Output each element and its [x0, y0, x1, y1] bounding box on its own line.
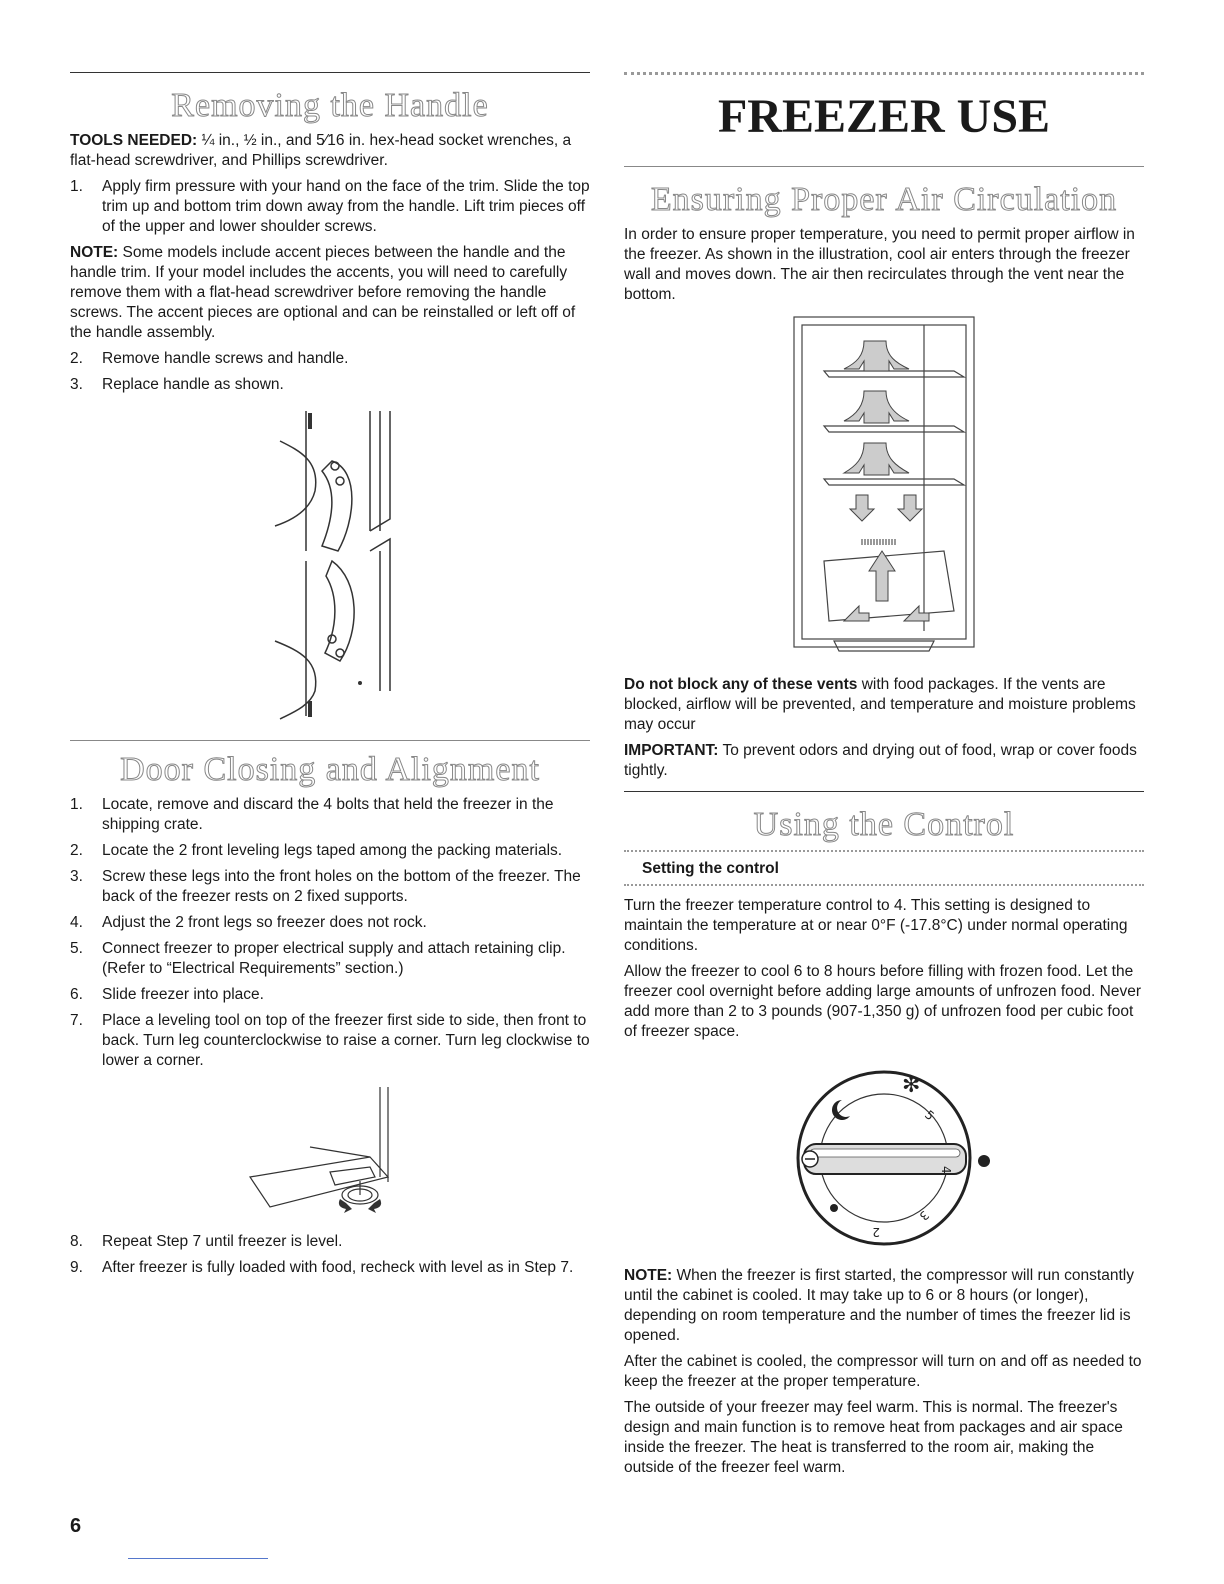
important-text: To prevent odors and drying out of food, wrap or cover foods tightly.	[624, 742, 1137, 779]
list-item: 6. Slide freezer into place.	[70, 986, 264, 1003]
vents-warning	[624, 675, 1144, 735]
tools-label: TOOLS NEEDED:	[70, 132, 198, 149]
handle-illustration	[70, 401, 590, 726]
list-item: 2. Remove handle screws and handle.	[70, 350, 349, 367]
list-item: 8. Repeat Step 7 until freezer is level.	[70, 1233, 343, 1250]
vents-warning-text: with food packages. If the vents are blocked, airflow will be prevented, and temperature and moisture problems may occur	[624, 676, 1136, 733]
left-column	[70, 0, 590, 1284]
list-item: 1. Apply firm pressure with your hand on the face of the trim. Slide the top trim up and bottom trim down away from the handle. Lift trim pieces off of the upper and lower shoulder screws.	[70, 178, 590, 235]
handle-steps	[70, 177, 590, 237]
important-label: IMPORTANT:	[624, 742, 719, 759]
door-closing-title: Door Closing and Alignment	[120, 751, 540, 788]
dial-label-3: 3	[916, 1207, 932, 1224]
list-item: 2. Locate the 2 front leveling legs taped among the packing materials.	[70, 842, 563, 859]
top-rule	[70, 72, 590, 73]
compressor-note-text: When the freezer is first started, the compressor will run constantly until the cabinet is cooled. It may take up to 6 or 8 hours (or longer), depending on room temperature and the number of times the freezer lid is opened.	[624, 1267, 1134, 1344]
list-item: 3. Screw these legs into the front holes on the bottom of the freezer. The back of the freezer rests on 2 fixed supports.	[70, 868, 581, 905]
list-item: 1. Locate, remove and discard the 4 bolts that held the freezer in the shipping crate.	[70, 796, 554, 833]
title-dotted-rule	[624, 72, 1144, 75]
list-item: 9. After freezer is fully loaded with food, recheck with level as in Step 7.	[70, 1259, 574, 1276]
door-steps-2	[70, 1232, 590, 1278]
door-steps	[70, 795, 590, 1071]
removing-handle-title: Removing the Handle	[171, 87, 489, 124]
compressor-note-label: NOTE:	[624, 1267, 673, 1284]
setting-control-subhead: Setting the control	[642, 860, 779, 877]
control-dial-illustration	[624, 1048, 1144, 1258]
control-paragraph-4: The outside of your freezer may feel warm. This is normal. The freezer's design and main function is to remove heat from packages and air space inside the freezer. The heat is transferred to the room air, making the outside of the freezer feel warm.	[624, 1399, 1123, 1476]
tools-text: ¼ in., ½ in., and 5⁄16 in. hex-head socket wrenches, a flat-head screwdriver, and Phillips screwdriver.	[70, 132, 572, 169]
page-number: 6	[70, 1515, 82, 1537]
important-note	[624, 741, 1144, 781]
note-label: NOTE:	[70, 244, 119, 261]
air-circulation-title: Ensuring Proper Air Circulation	[650, 181, 1118, 218]
section-rule	[70, 740, 590, 741]
dot-icon	[830, 1204, 838, 1212]
page-title: FREEZER USE	[717, 90, 1051, 143]
list-item: 4. Adjust the 2 front legs so freezer does not rock.	[70, 914, 427, 931]
handle-steps-2	[70, 349, 590, 395]
compressor-note	[624, 1266, 1144, 1346]
dial-label-5: 5	[922, 1107, 937, 1124]
snowflake-icon: ✻	[902, 1073, 921, 1098]
control-paragraph-2: Allow the freezer to cool 6 to 8 hours before filling with frozen food. Let the freezer cool overnight before adding large amounts of unfrozen food. Never add more than 2 to 3 pounds (907-1,350 g) of unfrozen food per cubic foot of freezer space.	[624, 963, 1141, 1040]
note-text: Some models include accent pieces between the handle and the handle trim. If your model includes the accents, you will need to carefully remove them with a flat-head screwdriver before removing the handle screws. The accent pieces are optional and can be reinstalled or left off of the handle assembly.	[70, 244, 576, 341]
subhead-rule-bottom	[624, 884, 1144, 886]
control-paragraph-3: After the cabinet is cooled, the compressor will turn on and off as needed to keep the freezer at the proper temperature.	[624, 1353, 1142, 1390]
tools-needed	[70, 131, 590, 171]
vents-warning-label: Do not block any of these vents	[624, 676, 858, 693]
section-rule	[624, 166, 1144, 167]
freezer-airflow-illustration	[624, 311, 1144, 661]
indicator-dot-icon	[978, 1155, 990, 1167]
list-item: 5. Connect freezer to proper electrical supply and attach retaining clip. (Refer to “Electrical Requirements” section.)	[70, 940, 566, 977]
air-intro: In order to ensure proper temperature, you need to permit proper airflow in the freezer. As shown in the illustration, cool air enters through the freezer wall and moves down. The air then recirculates through the vent near the bottom.	[624, 226, 1135, 303]
leveling-leg-illustration	[70, 1077, 590, 1222]
right-column	[624, 0, 1144, 1484]
list-item: 7. Place a leveling tool on top of the freezer first side to side, then front to back. Turn leg counterclockwise to raise a corner. Turn leg clockwise to lower a corner.	[70, 1012, 590, 1069]
dial-label-4: 4	[939, 1166, 953, 1174]
dial-label-2: 2	[872, 1225, 880, 1239]
section-rule	[624, 791, 1144, 792]
footer-line	[128, 1558, 268, 1559]
using-control-title: Using the Control	[753, 806, 1015, 843]
list-item: 3. Replace handle as shown.	[70, 376, 284, 393]
handle-note	[70, 243, 590, 343]
control-paragraph-1: Turn the freezer temperature control to 4. This setting is designed to maintain the temperature at or near 0°F (-17.8°C) under normal operating conditions.	[624, 897, 1128, 954]
